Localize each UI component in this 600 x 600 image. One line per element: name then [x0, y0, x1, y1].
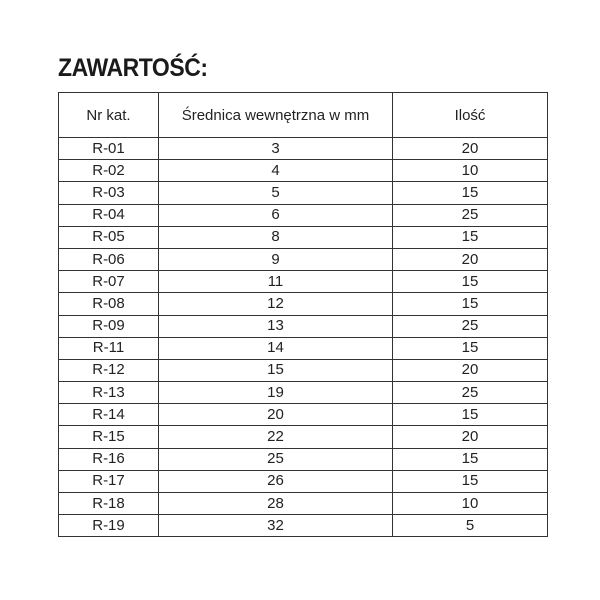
cell-catalog-number: R-14 — [59, 404, 159, 426]
cell-quantity: 15 — [393, 226, 548, 248]
header-inner-diameter: Średnica wewnętrzna w mm — [159, 93, 393, 138]
table-header — [59, 93, 548, 138]
table-row — [59, 293, 548, 315]
cell-quantity: 15 — [393, 404, 548, 426]
table-row — [59, 182, 548, 204]
cell-inner-diameter: 28 — [159, 493, 393, 515]
cell-quantity: 20 — [393, 138, 548, 160]
cell-quantity: 15 — [393, 182, 548, 204]
table-row — [59, 204, 548, 226]
table-row — [59, 382, 548, 404]
cell-catalog-number: R-12 — [59, 359, 159, 381]
cell-inner-diameter: 19 — [159, 382, 393, 404]
table-row — [59, 315, 548, 337]
header-catalog-number: Nr kat. — [59, 93, 159, 138]
cell-inner-diameter: 13 — [159, 315, 393, 337]
header-quantity: Ilość — [393, 93, 548, 138]
cell-inner-diameter: 4 — [159, 160, 393, 182]
page-title: ZAWARTOŚĆ: — [58, 54, 208, 82]
cell-inner-diameter: 11 — [159, 271, 393, 293]
cell-inner-diameter: 9 — [159, 248, 393, 270]
cell-quantity: 25 — [393, 382, 548, 404]
cell-catalog-number: R-03 — [59, 182, 159, 204]
cell-catalog-number: R-06 — [59, 248, 159, 270]
cell-inner-diameter: 22 — [159, 426, 393, 448]
cell-quantity: 15 — [393, 271, 548, 293]
cell-quantity: 20 — [393, 359, 548, 381]
cell-catalog-number: R-08 — [59, 293, 159, 315]
table-row — [59, 359, 548, 381]
cell-quantity: 15 — [393, 448, 548, 470]
table-row — [59, 226, 548, 248]
table-row — [59, 515, 548, 537]
cell-inner-diameter: 20 — [159, 404, 393, 426]
cell-catalog-number: R-11 — [59, 337, 159, 359]
cell-catalog-number: R-04 — [59, 204, 159, 226]
cell-quantity: 15 — [393, 470, 548, 492]
cell-catalog-number: R-16 — [59, 448, 159, 470]
cell-quantity: 15 — [393, 337, 548, 359]
cell-quantity: 10 — [393, 493, 548, 515]
table-row — [59, 426, 548, 448]
cell-quantity: 20 — [393, 248, 548, 270]
cell-catalog-number: R-09 — [59, 315, 159, 337]
header-row — [59, 93, 548, 138]
cell-catalog-number: R-07 — [59, 271, 159, 293]
cell-quantity: 10 — [393, 160, 548, 182]
cell-inner-diameter: 32 — [159, 515, 393, 537]
cell-inner-diameter: 15 — [159, 359, 393, 381]
cell-catalog-number: R-19 — [59, 515, 159, 537]
cell-inner-diameter: 26 — [159, 470, 393, 492]
table-row — [59, 248, 548, 270]
cell-quantity: 25 — [393, 315, 548, 337]
table-row — [59, 448, 548, 470]
cell-inner-diameter: 14 — [159, 337, 393, 359]
cell-quantity: 25 — [393, 204, 548, 226]
cell-inner-diameter: 6 — [159, 204, 393, 226]
cell-catalog-number: R-17 — [59, 470, 159, 492]
cell-catalog-number: R-02 — [59, 160, 159, 182]
cell-catalog-number: R-15 — [59, 426, 159, 448]
table-row — [59, 160, 548, 182]
table-row — [59, 271, 548, 293]
cell-inner-diameter: 8 — [159, 226, 393, 248]
cell-catalog-number: R-01 — [59, 138, 159, 160]
cell-quantity: 15 — [393, 293, 548, 315]
cell-quantity: 5 — [393, 515, 548, 537]
cell-catalog-number: R-18 — [59, 493, 159, 515]
cell-catalog-number: R-05 — [59, 226, 159, 248]
table-row — [59, 493, 548, 515]
table-row — [59, 337, 548, 359]
table-row — [59, 138, 548, 160]
table-row — [59, 470, 548, 492]
cell-catalog-number: R-13 — [59, 382, 159, 404]
cell-inner-diameter: 25 — [159, 448, 393, 470]
cell-inner-diameter: 5 — [159, 182, 393, 204]
cell-quantity: 20 — [393, 426, 548, 448]
cell-inner-diameter: 3 — [159, 138, 393, 160]
table-row — [59, 404, 548, 426]
cell-inner-diameter: 12 — [159, 293, 393, 315]
table-body — [59, 138, 548, 537]
contents-table — [58, 92, 548, 537]
